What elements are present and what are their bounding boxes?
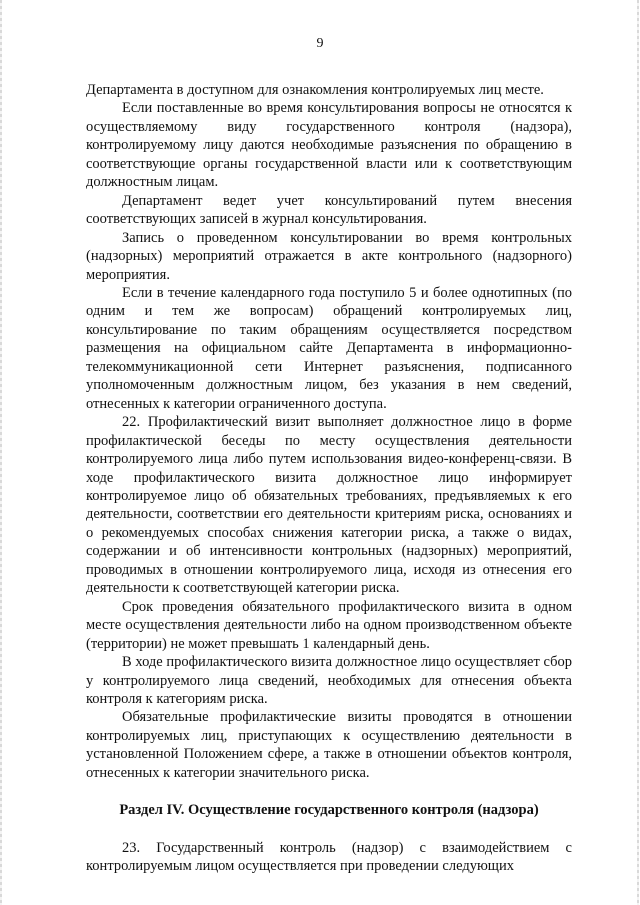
- paragraphs-after-section: [86, 839, 572, 876]
- paragraph: Если в течение календарного года поступило 5 и более однотипных (по одним и тем же вопросам) обращений контролируемых лиц, консультирование по таким обращениям осуществляется посредством размещения на официальном сайте Департамента в информационно-телекоммуникационной сети Интернет разъяснения, подписанного уполномоченным должностным лицом, без указания в нем сведений, отнесенных к категории ограниченного доступа.: [86, 284, 572, 412]
- paragraph: Запись о проведенном консультировании во время контрольных (надзорных) мероприятий отражается в акте контрольного (надзорного) мероприятия.: [86, 229, 572, 283]
- paragraph: Если поставленные во время консультирования вопросы не относятся к осуществляемому виду государственного контроля (надзора), контролируемому лицу даются необходимые разъяснения по обращению в соответствующие органы государственной власти или к соответствующим должностным лицам.: [86, 100, 572, 191]
- paragraphs-before-section: [86, 81, 572, 782]
- scan-edge-left: [0, 0, 2, 905]
- paragraph: В ходе профилактического визита должностное лицо осуществляет сбор у контролируемого лица сведений, необходимых для отнесения объекта контроля к категориям риска.: [86, 654, 572, 707]
- document-body: [86, 81, 572, 876]
- page-number: 9: [316, 36, 324, 51]
- scan-edge-right: [637, 0, 639, 905]
- paragraph: Департамента в доступном для ознакомления контролируемых лиц месте.: [86, 82, 544, 98]
- paragraph: Обязательные профилактические визиты проводятся в отношении контролируемых лиц, приступающих к осуществлению деятельности в установленной Положением сфере, а также в отношении объектов контроля, отнесенных к категории значительного риска.: [86, 709, 572, 781]
- paragraph: 22. Профилактический визит выполняет должностное лицо в форме профилактической беседы по месту осуществления деятельности контролируемого лица либо путем использования видео-конференц-связи. В ходе профилактического визита должностное лицо информирует контролируемое лицо об обязательных требованиях, предъявляемых к его деятельности, соответствии его деятельности критериям риска, основаниях и о рекомендуемых способах снижения категории риска, а также о видах, содержании и об интенсивности контрольных (надзорных) мероприятий, проводимых в отношении контролируемого лица, исходя из отнесения его деятельности к соответствующей категории риска.: [86, 414, 572, 597]
- paragraph: Департамент ведет учет консультирований путем внесения соответствующих записей в журнал консультирования.: [86, 192, 572, 228]
- paragraph: 23. Государственный контроль (надзор) с взаимодействием с контролируемым лицом осуществляется при проведении следующих: [86, 839, 572, 875]
- section-heading: Раздел IV. Осуществление государственного контроля (надзора): [119, 802, 539, 819]
- paragraph: Срок проведения обязательного профилактического визита в одном месте осуществления деятельности либо на одном производственном объекте (территории) не может превышать 1 календарный день.: [86, 598, 572, 652]
